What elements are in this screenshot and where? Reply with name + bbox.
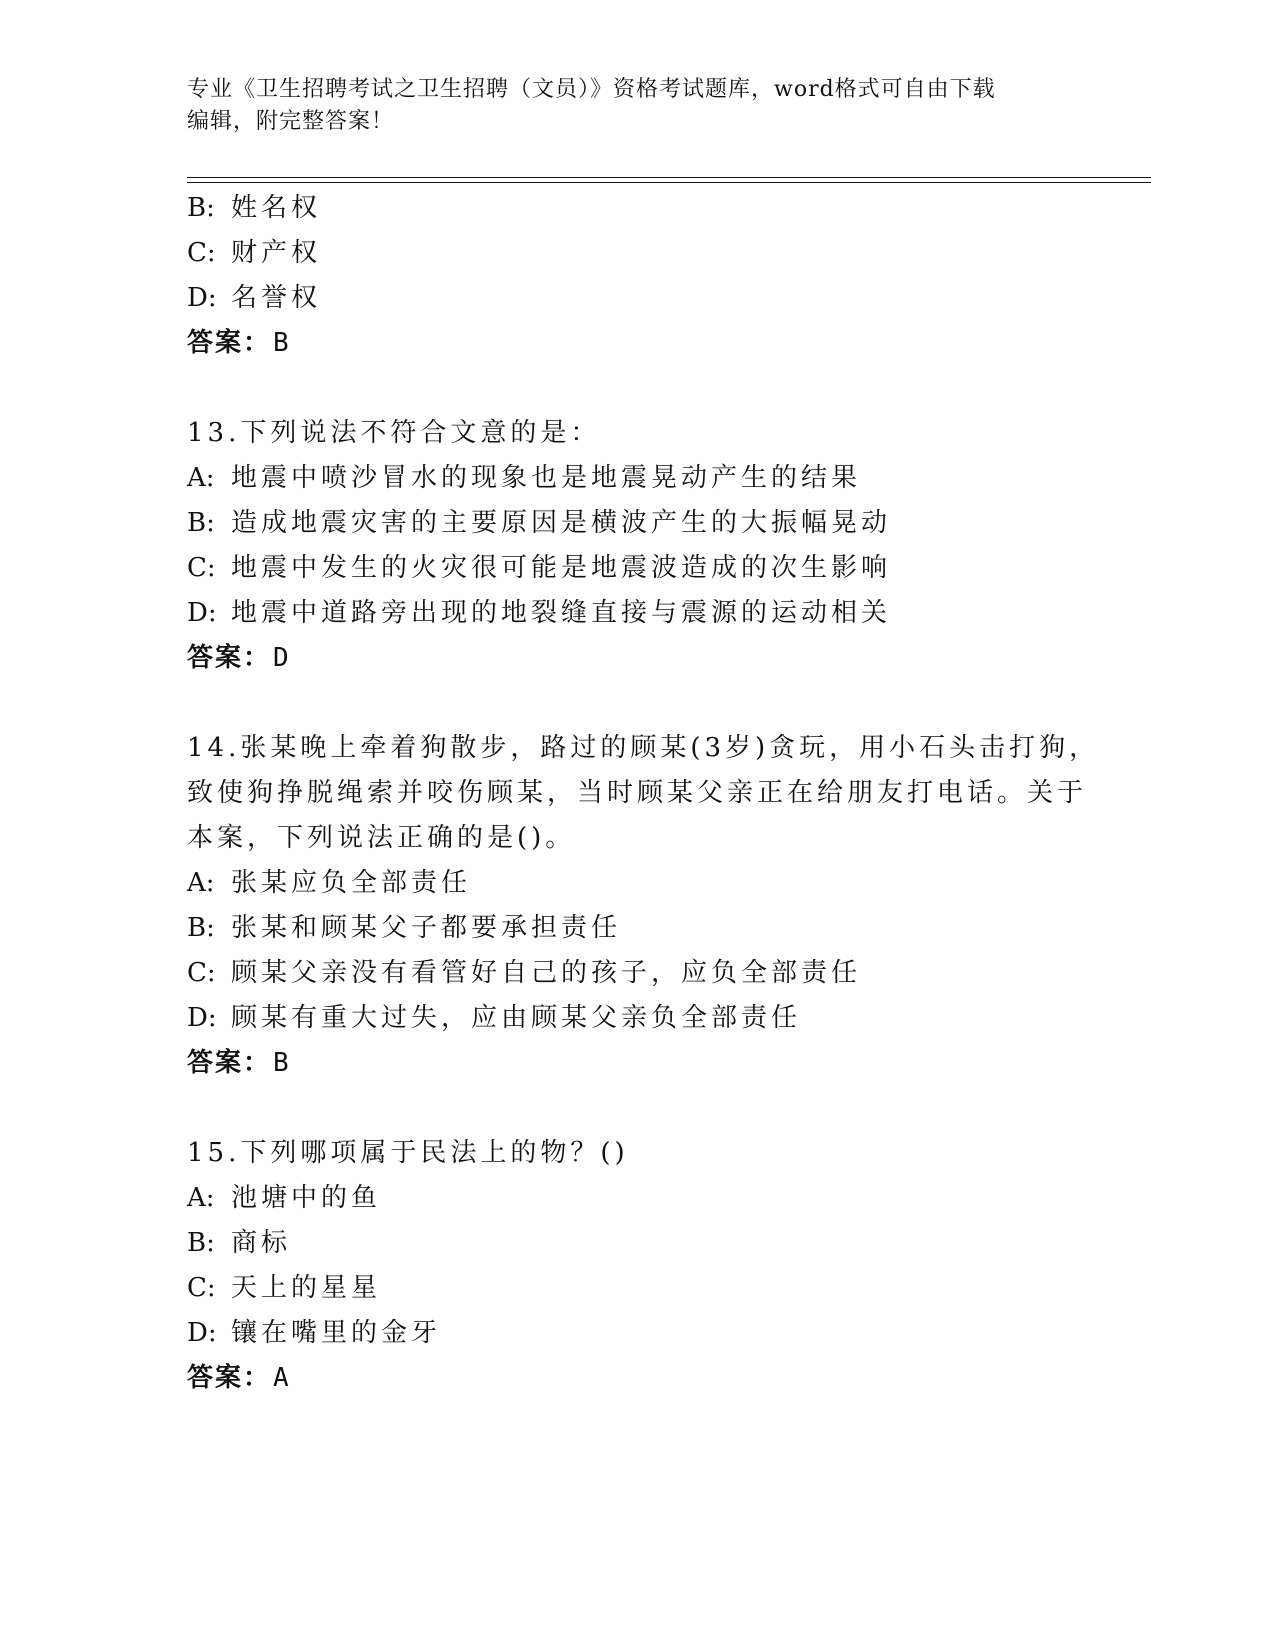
option-text: 地震中喷沙冒水的现象也是地震晃动产生的结果 bbox=[231, 463, 862, 493]
q13-option-d bbox=[187, 598, 891, 628]
option-text: 天上的星星 bbox=[231, 1273, 382, 1303]
q12-answer bbox=[187, 328, 291, 358]
option-text: 张某应负全部责任 bbox=[231, 868, 472, 898]
option-text: 顾某有重大过失，应由顾某父亲负全部责任 bbox=[231, 1003, 802, 1033]
header-rule-bottom bbox=[187, 182, 1151, 183]
answer-value: B bbox=[273, 328, 291, 358]
option-text: 镶在嘴里的金牙 bbox=[231, 1318, 442, 1348]
header-rule-top bbox=[187, 177, 1151, 178]
option-letter: C: bbox=[187, 553, 216, 583]
answer-label: 答案： bbox=[187, 643, 272, 673]
option-letter: C: bbox=[187, 238, 216, 268]
q15-option-d bbox=[187, 1318, 441, 1348]
option-letter: D: bbox=[187, 1318, 217, 1348]
option-letter: B: bbox=[187, 1228, 215, 1258]
option-text: 池塘中的鱼 bbox=[231, 1183, 382, 1213]
q14-option-c bbox=[187, 958, 861, 988]
q15-stem: 15.下列哪项属于民法上的物？() bbox=[187, 1138, 629, 1168]
option-letter: B: bbox=[187, 193, 215, 223]
q15-option-c bbox=[187, 1273, 381, 1303]
option-letter: A: bbox=[187, 868, 215, 898]
option-letter: D: bbox=[187, 598, 217, 628]
q12-option-d bbox=[187, 283, 321, 313]
answer-value: D bbox=[273, 643, 291, 673]
q13-option-b bbox=[187, 508, 891, 538]
q15-option-b bbox=[187, 1228, 291, 1258]
answer-value: A bbox=[273, 1363, 291, 1393]
option-text: 商标 bbox=[231, 1228, 292, 1258]
option-letter: A: bbox=[187, 1183, 215, 1213]
option-letter: B: bbox=[187, 913, 215, 943]
document-header bbox=[187, 74, 1087, 138]
q14-answer bbox=[187, 1048, 291, 1078]
q13-stem: 13.下列说法不符合文意的是： bbox=[187, 418, 601, 448]
option-text: 姓名权 bbox=[231, 193, 322, 223]
q15-option-a bbox=[187, 1183, 381, 1213]
option-text: 张某和顾某父子都要承担责任 bbox=[231, 913, 622, 943]
answer-label: 答案： bbox=[187, 328, 272, 358]
option-letter: B: bbox=[187, 508, 215, 538]
option-letter: D: bbox=[187, 1003, 217, 1033]
q12-option-b bbox=[187, 193, 321, 223]
q14-option-d bbox=[187, 1003, 801, 1033]
q13-option-c bbox=[187, 553, 891, 583]
option-text: 顾某父亲没有看管好自己的孩子，应负全部责任 bbox=[231, 958, 862, 988]
option-letter: C: bbox=[187, 1273, 216, 1303]
q15-answer bbox=[187, 1363, 291, 1393]
header-line-2: 编辑，附完整答案！ bbox=[187, 109, 395, 134]
option-text: 名誉权 bbox=[231, 283, 322, 313]
option-text: 地震中道路旁出现的地裂缝直接与震源的运动相关 bbox=[231, 598, 892, 628]
option-text: 财产权 bbox=[231, 238, 322, 268]
q14-option-a bbox=[187, 868, 471, 898]
answer-label: 答案： bbox=[187, 1363, 272, 1393]
answer-label: 答案： bbox=[187, 1048, 272, 1078]
option-text: 造成地震灾害的主要原因是横波产生的大振幅晃动 bbox=[231, 508, 892, 538]
q14-stem-line-2: 致使狗挣脱绳索并咬伤顾某，当时顾某父亲正在给朋友打电话。关于 bbox=[187, 778, 1088, 808]
option-letter: C: bbox=[187, 958, 216, 988]
answer-value: B bbox=[273, 1048, 291, 1078]
header-line-1: 专业《卫生招聘考试之卫生招聘（文员）》资格考试题库，word格式可自由下载 bbox=[187, 77, 996, 102]
q12-option-c bbox=[187, 238, 321, 268]
q14-option-b bbox=[187, 913, 621, 943]
q13-option-a bbox=[187, 463, 861, 493]
option-letter: D: bbox=[187, 283, 217, 313]
q14-stem-line-1: 14.张某晚上牵着狗散步，路过的顾某(3岁)贪玩，用小石头击打狗， bbox=[187, 733, 1100, 763]
option-letter: A: bbox=[187, 463, 215, 493]
option-text: 地震中发生的火灾很可能是地震波造成的次生影响 bbox=[231, 553, 892, 583]
q13-answer bbox=[187, 643, 291, 673]
q14-stem-line-3: 本案，下列说法正确的是()。 bbox=[187, 823, 576, 853]
